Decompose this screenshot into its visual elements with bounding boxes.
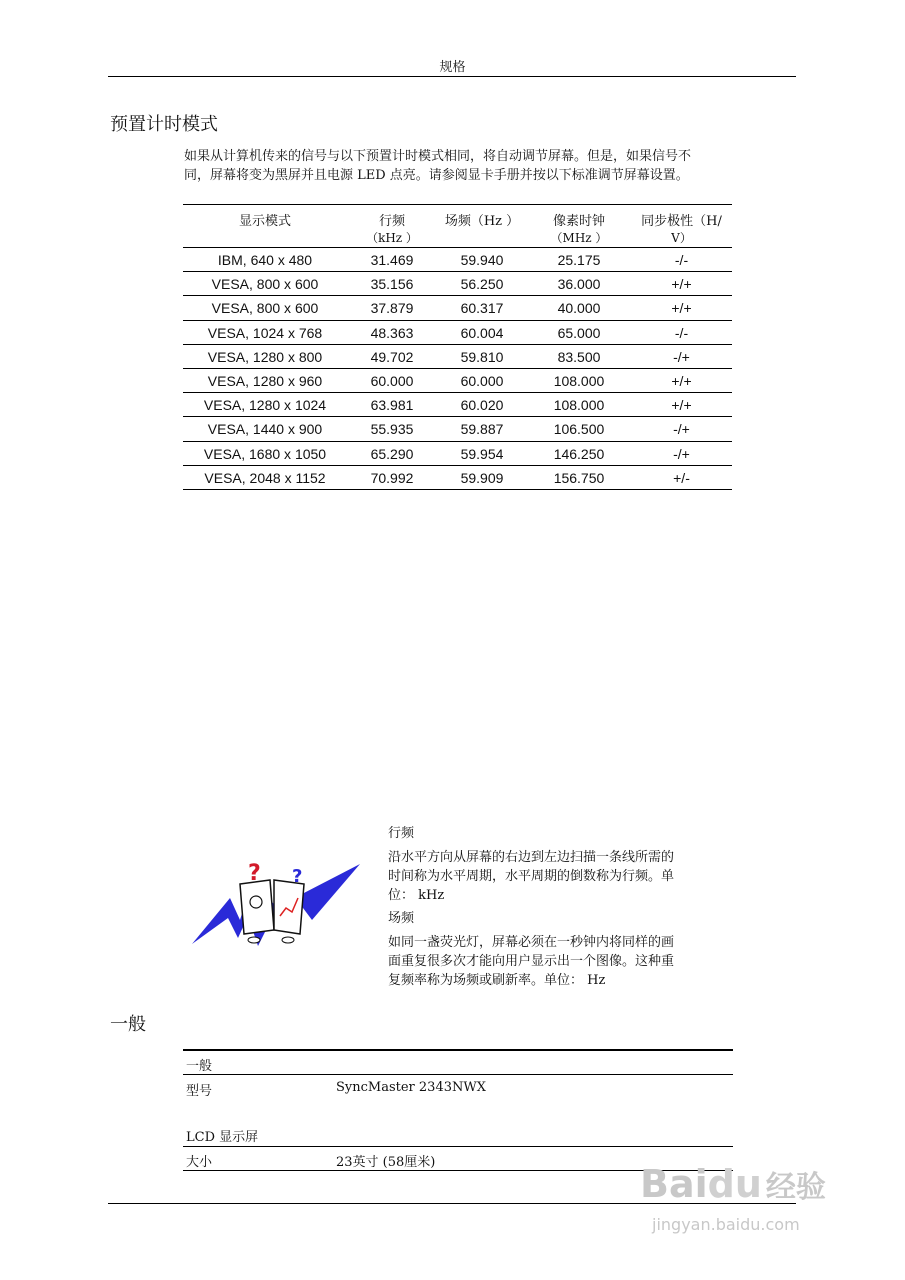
header-pixel-clock: 像素时钟 （MHz ） [550, 214, 608, 245]
note-title-h-freq: 行频 [388, 826, 415, 841]
general-group-label: 一般 [186, 1059, 213, 1074]
header-display-mode: 显示模式 [238, 214, 291, 229]
table-row [183, 442, 732, 466]
lcd-group-label: LCD 显示屏 [186, 1130, 259, 1145]
cell-pixel-clock: 156.750 [553, 469, 605, 486]
cell-h-freq: 48.363 [370, 324, 414, 341]
table-top-rule [183, 204, 732, 205]
cell-sync-polarity: -/+ [673, 445, 690, 462]
cell-display-mode: VESA, 800 x 600 [211, 300, 319, 317]
model-value: SyncMaster 2343NWX [336, 1080, 486, 1095]
note-v-line-2: 面重复很多次才能向用户显示出一个图像。这种重 [388, 954, 675, 969]
section-heading-general: 一般 [110, 1014, 146, 1035]
header-sync-polarity: 同步极性（H/ V） [641, 214, 722, 245]
cell-v-freq: 59.887 [460, 421, 504, 438]
header-rule [108, 76, 796, 77]
cell-sync-polarity: +/- [673, 469, 690, 486]
cell-sync-polarity: +/+ [671, 373, 692, 389]
table-row [183, 393, 732, 417]
cell-pixel-clock: 36.000 [557, 276, 601, 293]
cell-sync-polarity: -/- [674, 324, 689, 341]
table-row [183, 466, 732, 490]
cell-display-mode: VESA, 1680 x 1050 [203, 445, 327, 462]
timing-table [183, 204, 732, 490]
cell-pixel-clock: 108.000 [553, 373, 605, 389]
model-label: 型号 [186, 1084, 213, 1099]
cell-display-mode: VESA, 1280 x 960 [207, 373, 323, 389]
size-value: 23英寸 (58厘米) [336, 1155, 436, 1170]
cell-v-freq: 56.250 [460, 276, 504, 293]
cell-pixel-clock: 108.000 [553, 397, 605, 414]
cell-h-freq: 49.702 [370, 348, 414, 365]
cell-h-freq: 35.156 [370, 276, 414, 293]
table-row-rule [183, 489, 732, 490]
cell-pixel-clock: 146.250 [553, 445, 605, 462]
cell-pixel-clock: 25.175 [557, 252, 601, 268]
cell-h-freq: 70.992 [370, 469, 414, 486]
cell-pixel-clock: 40.000 [557, 300, 601, 317]
lcd-header-rule [183, 1146, 733, 1147]
cell-display-mode: VESA, 1440 x 900 [207, 421, 323, 438]
table-row [183, 345, 732, 369]
cell-v-freq: 60.317 [460, 300, 504, 317]
general-header-rule [183, 1074, 733, 1075]
cell-display-mode: VESA, 800 x 600 [211, 276, 319, 293]
note-title-v-freq: 场频 [388, 911, 415, 926]
size-label: 大小 [186, 1155, 213, 1170]
cell-sync-polarity: +/+ [671, 300, 692, 317]
cell-v-freq: 60.000 [460, 373, 504, 389]
table-row [183, 248, 732, 272]
cell-h-freq: 63.981 [370, 397, 414, 414]
cell-v-freq: 59.940 [460, 252, 504, 268]
cell-pixel-clock: 106.500 [553, 421, 605, 438]
note-v-line-3: 复频率称为场频或刷新率。单位： Hz [388, 973, 606, 988]
svg-text:?: ? [292, 866, 303, 887]
cell-sync-polarity: -/+ [673, 348, 690, 365]
cell-sync-polarity: +/+ [671, 276, 692, 293]
cell-sync-polarity: +/+ [671, 397, 692, 414]
table-row [183, 417, 732, 441]
section-heading-preset-timing: 预置计时模式 [110, 114, 218, 135]
cell-display-mode: IBM, 640 x 480 [217, 252, 313, 268]
table-row [183, 321, 732, 345]
cell-h-freq: 37.879 [370, 300, 414, 317]
cell-v-freq: 59.810 [460, 348, 504, 365]
cell-v-freq: 60.004 [460, 324, 504, 341]
intro-line-1: 如果从计算机传来的信号与以下预置计时模式相同，将自动调节屏幕。但是，如果信号不 [184, 149, 692, 164]
cell-h-freq: 31.469 [370, 252, 414, 268]
general-top-rule [183, 1049, 733, 1051]
note-v-line-1: 如同一盏荧光灯，屏幕必须在一秒钟内将同样的画 [388, 935, 675, 950]
cell-sync-polarity: -/- [674, 252, 689, 268]
note-h-line-2: 时间称为水平周期，水平周期的倒数称为行频。单 [388, 869, 675, 884]
note-h-line-3: 位： kHz [388, 888, 445, 903]
cell-pixel-clock: 65.000 [557, 324, 601, 341]
cell-pixel-clock: 83.500 [557, 348, 601, 365]
cell-sync-polarity: -/+ [673, 421, 690, 438]
intro-line-2: 同，屏幕将变为黑屏并且电源 LED 点亮。请参阅显卡手册并按以下标准调节屏幕设置。 [184, 168, 689, 183]
cell-v-freq: 59.954 [460, 445, 504, 462]
cell-display-mode: VESA, 1024 x 768 [207, 324, 323, 341]
header-h-freq: 行频 （kHz ） [366, 214, 418, 245]
cell-h-freq: 60.000 [370, 373, 414, 389]
table-row [183, 296, 732, 320]
cell-v-freq: 59.909 [460, 469, 504, 486]
cell-v-freq: 60.020 [460, 397, 504, 414]
watermark-url: jingyan.baidu.com [652, 1215, 800, 1234]
note-h-line-1: 沿水平方向从屏幕的右边到左边扫描一条线所需的 [388, 850, 675, 865]
cell-display-mode: VESA, 2048 x 1152 [204, 469, 326, 486]
watermark-logo: Baidu 经验 [640, 1162, 826, 1206]
table-row [183, 272, 732, 296]
cell-h-freq: 65.290 [370, 445, 414, 462]
page-header-title: 规格 [439, 60, 466, 75]
cell-h-freq: 55.935 [370, 421, 414, 438]
cell-display-mode: VESA, 1280 x 1024 [203, 397, 327, 414]
header-v-freq: 场频（Hz ） [444, 214, 520, 229]
cell-display-mode: VESA, 1280 x 800 [207, 348, 323, 365]
svg-text:?: ? [248, 861, 261, 886]
book-question-mascot-icon [192, 858, 360, 950]
table-row [183, 369, 732, 393]
